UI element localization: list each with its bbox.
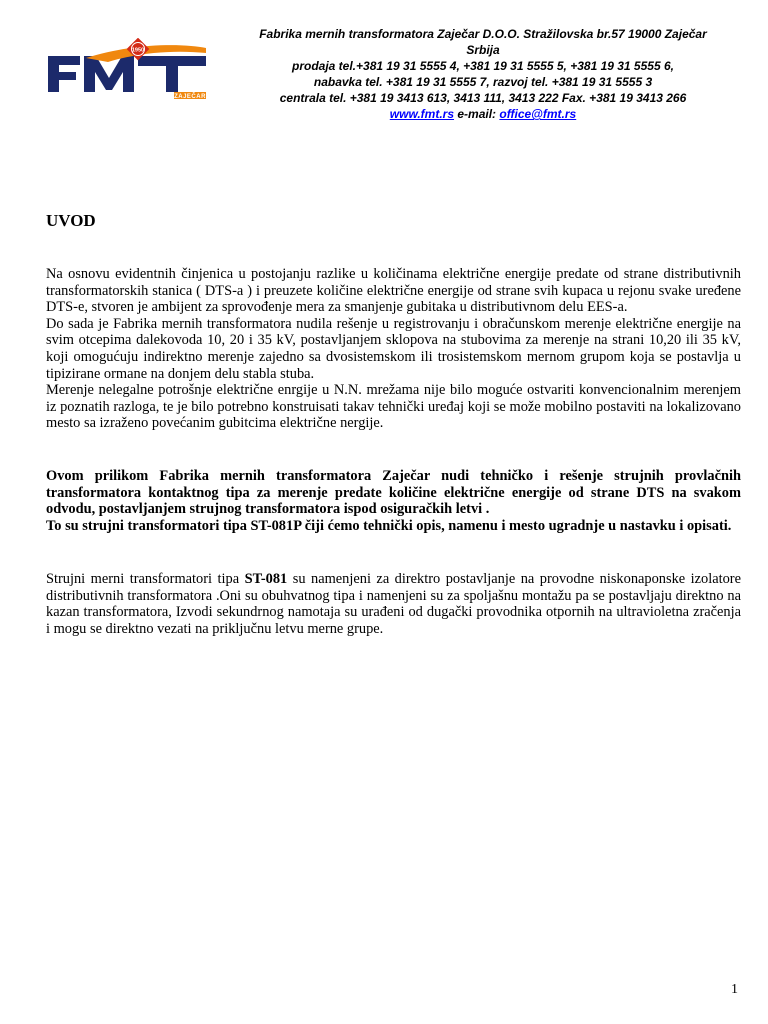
paragraph-4: Ovom prilikom Fabrika mernih transformatora Zaječar nudi tehničko i rešenje strujnih provlačnih transformatora kontaktnog tipa za merenje predate količine električne energije od strane DTS na svakom odvodu, postavljanjem strujnog transformatora ispod osiguračkih letvi . xyxy=(46,468,741,518)
paragraph-6-start: Strujni merni transformatori tipa xyxy=(46,571,245,587)
fmt-logo xyxy=(46,38,208,100)
intro-block xyxy=(46,266,741,432)
paragraph-6-end: su namenjeni za direktro postavljanje na provodne niskonaponske izolatore distributivnih transformatora .Oni su obuhvatnog tipa i namenjeni su za spoljašnu montažu pa se postavljaju direktno na kazan transformatora, Izvodi sekundrnog namotaja su urađeni od dugački provodnika otpornih na ultravioletna zračenja i mogu se direktno vezati na priključnu letvu merne grupe. xyxy=(46,571,741,637)
company-header xyxy=(218,26,748,122)
paragraph-3: Merenje nelegalne potrošnje električne enrgije u N.N. mrežama nije bilo moguće ostvariti konvencionalnim merenjem iz poznatih razloga, te je bilo potrebno konstruisati takav tehnički uređaj koji se može mobilno postaviti na lokalizovano mesto sa izraženo povećanim gubitcima električne nergije. xyxy=(46,382,741,432)
header-line-web xyxy=(218,106,748,122)
website-link[interactable]: www.fmt.rs xyxy=(389,107,455,121)
email-label: e-mail: xyxy=(457,107,497,121)
header-line-procurement: nabavka tel. +381 19 31 5555 7, razvoj tel. +381 19 31 5555 3 xyxy=(313,75,653,89)
paragraph-5: To su strujni transformatori tipa ST-081P čiji ćemo tehnički opis, namenu i mesto ugradnje u nastavku i opisati. xyxy=(46,517,732,534)
header-line-central: centrala tel. +381 19 3413 613, 3413 111, 3413 222 Fax. +381 19 3413 266 xyxy=(279,91,687,105)
header-line-address: Fabrika mernih transformatora Zaječar D.O.O. Stražilovska br.57 19000 Zaječar xyxy=(259,27,707,41)
offer-block xyxy=(46,468,741,534)
product-code: ST-081 xyxy=(244,571,288,587)
email-link[interactable]: office@fmt.rs xyxy=(499,107,577,121)
paragraph-6 xyxy=(46,571,741,637)
logo-letter-f xyxy=(48,56,80,92)
document-title: UVOD xyxy=(46,211,96,230)
paragraph-1: Na osnovu evidentnih činjenica u postojanju razlike u količinama električne energije predate od strane distributivnih transformatorskih stanica ( DTS-a ) i preuzete količine električne energije od strane svih kupaca u rejonu svake uređene DTS-e, stvoren je ambijent za sprovođenje mera za smanjenje gubitaka u distributivnom delu EES-a. xyxy=(46,266,741,316)
logo-letter-t xyxy=(138,56,206,92)
header-line-sales: prodaja tel.+381 19 31 5555 4, +381 19 31 5555 5, +381 19 31 5555 6, xyxy=(292,59,674,73)
paragraph-2: Do sada je Fabrika mernih transformatora nudila rešenje u registrovanju i obračunskom merenje električne energije na svim otcepima dalekovoda 10, 20 i 35 kV, postavljanjem sklopova na stubovima za merenje na strani 10,20 ili 35 kV, koji omogućuju indirektno merenje zajedno sa dvosistemskom ili trosistemskom mernom grupom koja se postavlja u tipizirane ormane na donjem delu stabla stuba. xyxy=(46,315,741,382)
header-line-country: Srbija xyxy=(466,43,500,57)
svg-text:ZAJEČAR: ZAJEČAR xyxy=(174,94,206,100)
svg-text:1950: 1950 xyxy=(131,47,145,54)
page-number: 1 xyxy=(731,982,738,997)
